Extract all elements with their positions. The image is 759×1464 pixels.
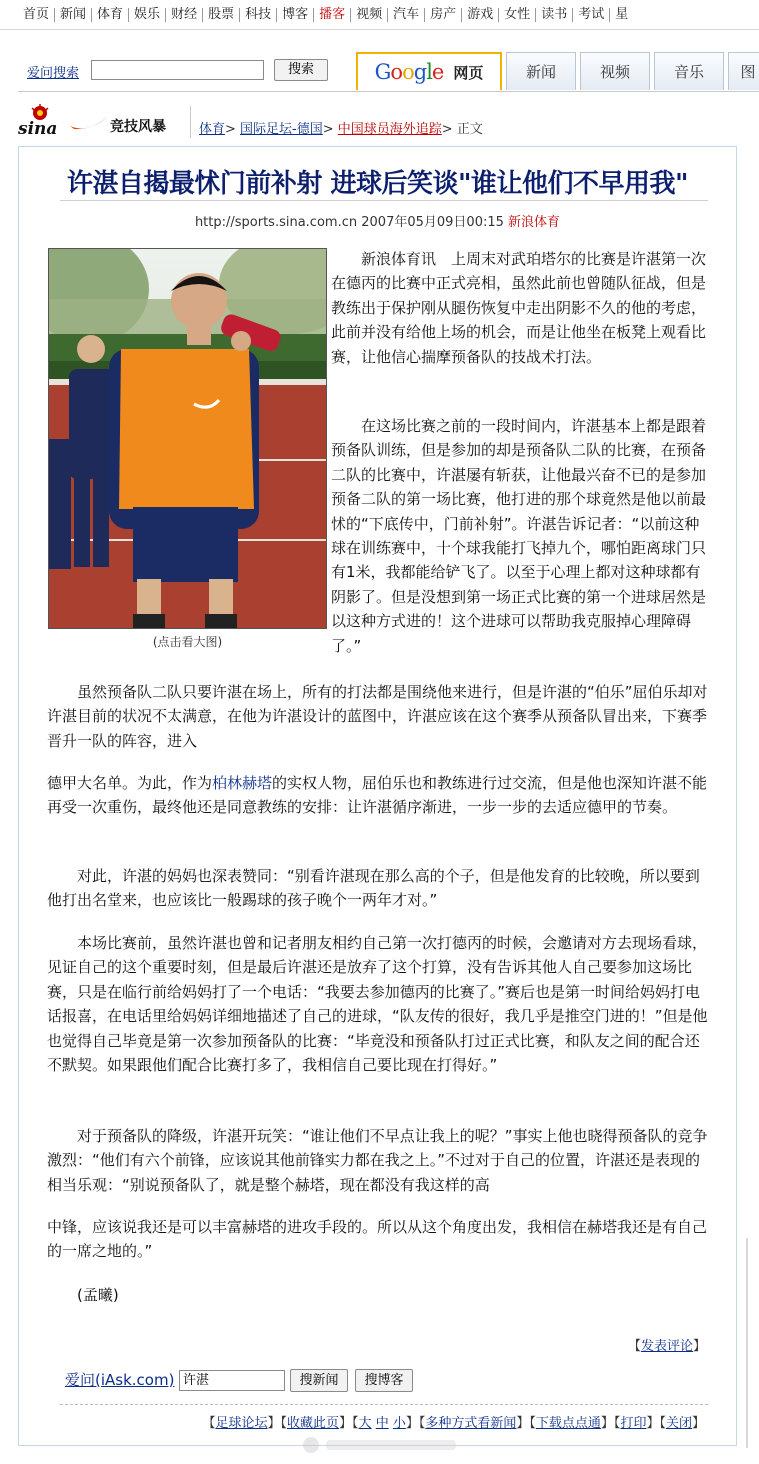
font-small-link[interactable]: 小 — [392, 1416, 406, 1431]
svg-text:sina: sina — [18, 119, 58, 138]
nav-news[interactable]: 新闻 — [55, 8, 92, 22]
paragraph-4 — [47, 771, 709, 820]
svg-text:竞技风暴: 竞技风暴 — [110, 119, 166, 135]
nav-finance[interactable]: 财经 — [166, 8, 203, 22]
paragraph-7: 对于预备队的降级，许湛开玩笑：“谁让他们不早点让我上的呢？”事实上他也晓得预备队的竞争激烈：“他们有六个前锋，应该说其他前锋实力都在我之上。”不过对于自己的位置，许湛还是表现的相当乐观：“别说预备队了，就是整个赫塔，现在都没有我这样的高 — [47, 1127, 708, 1194]
article-meta — [18, 211, 737, 230]
iask-input[interactable]: 许湛 — [179, 1370, 285, 1391]
football-forum-link[interactable]: 足球论坛 — [215, 1416, 268, 1431]
article-url: http://sports.sina.com.cn — [194, 215, 358, 230]
iask-search — [65, 1369, 715, 1395]
article-photo[interactable] — [48, 248, 327, 629]
nav-video[interactable]: 视频 — [351, 8, 388, 22]
nav-podcast[interactable]: 播客 — [314, 8, 351, 22]
article-title: 许湛自揭最怵门前补射 进球后笑谈"谁让他们不早用我" — [66, 169, 689, 199]
paragraph-8: 中锋，应该说我还是可以丰富赫塔的进攻手段的。所以从这个角度出发，我相信在赫塔我还是有自己的一席之地的。” — [47, 1218, 708, 1261]
nav-ent[interactable]: 娱乐 — [129, 8, 166, 22]
nav-stock[interactable]: 股票 — [203, 8, 240, 22]
breadcrumb-germany[interactable]: 国际足坛-德国 — [240, 122, 323, 137]
view-news-link[interactable]: 多种方式看新闻 — [425, 1416, 517, 1431]
post-comment-link[interactable]: 发表评论 — [641, 1339, 694, 1354]
tab-web-label: 网页 — [453, 63, 484, 82]
iask-search-link[interactable]: 爱问搜索 — [27, 66, 80, 81]
paragraph-4-a: 德甲大名单。为此，作为 — [47, 774, 213, 792]
player-photo — [49, 249, 327, 629]
nav-games[interactable]: 游戏 — [462, 8, 499, 22]
close-link[interactable]: 关闭 — [665, 1416, 692, 1431]
article-author: (孟曦) — [77, 1286, 119, 1304]
breadcrumb-sports[interactable]: 体育 — [199, 122, 226, 137]
paragraph-5: 对此，许湛的妈妈也深表赞同：“别看许湛现在那么高的个子，但是他发育的比较晚，所以要到他打出名堂来，也应该比一般踢球的孩子晚个一两年才对。” — [47, 867, 700, 910]
footer-links: 【足球论坛】【收藏此页】【大 中 小】【多种方式看新闻】【下载点点通】【打印】【关闭】 — [202, 1416, 705, 1431]
font-medium-link[interactable]: 中 — [375, 1416, 389, 1431]
tab-news[interactable]: 新闻 — [506, 52, 576, 90]
comment-link-group: 【发表评论】 — [628, 1339, 707, 1354]
paragraph-6: 本场比赛前，虽然许湛也曾和记者朋友相约自己第一次打德丙的时候，会邀请对方去现场看球，见证自己的这个重要时刻，但是最后许湛还是放弃了这个打算，没有告诉其他人自己要参加这场比赛，只是在临行前给妈妈打了一个电话：“我要去参加德丙的比赛了。”赛后也是第一时间给妈妈打电话报喜，在电话里给妈妈详细地描述了自己的进球，“队友传的很好，我几乎是推空门进的！”但是他也觉得自己毕竟是第一次参加预备队的比赛：“毕竟没和预备队打过正式比赛，和队友之间的配合还不默契。如果跟他们配合比赛打多了，我相信自己要比现在打得好。” — [47, 934, 708, 1075]
breadcrumb-current: 正文 — [456, 122, 483, 137]
font-large-link[interactable]: 大 — [358, 1416, 372, 1431]
hertha-link[interactable]: 柏林赫塔 — [212, 774, 273, 792]
iask-link[interactable]: 爱问(iAsk.com) — [65, 1371, 175, 1389]
nav-tech[interactable]: 科技 — [240, 8, 277, 22]
nav-women[interactable]: 女性 — [499, 8, 536, 22]
watermark-icon — [300, 1434, 470, 1456]
print-link[interactable]: 打印 — [620, 1416, 647, 1431]
paragraph-1: 新浪体育讯 上周末对武珀塔尔的比赛是许湛第一次在德丙的比赛中正式亮相，虽然此前也曾随队征战，但是教练出于保护刚从腿伤恢复中走出阴影不久的他的考虑，此前并没有给他上场的机会，而是让他坐在板凳上观看比赛，让他信心揣摩预备队的技战术打法。 — [331, 250, 707, 366]
breadcrumb: 体育> 国际足坛-德国> 中国球员海外追踪> 正文 — [199, 122, 483, 137]
nav-home[interactable]: 首页 — [18, 8, 55, 22]
search-bar — [0, 48, 759, 92]
nav-house[interactable]: 房产 — [425, 8, 462, 22]
search-news-button[interactable]: 搜新闻 — [290, 1369, 348, 1392]
download-link[interactable]: 下载点点通 — [535, 1416, 601, 1431]
article-source[interactable]: 新浪体育 — [508, 215, 561, 230]
breadcrumb-overseas[interactable]: 中国球员海外追踪 — [337, 122, 442, 137]
google-logo: Google — [374, 60, 444, 84]
nav-blog[interactable]: 博客 — [277, 8, 314, 22]
nav-exam[interactable]: 考试 — [573, 8, 610, 22]
paragraph-4-b: 的实权人物，屈伯乐也和教练进行过交流，但是他也深知许湛不能再受一次重伤，最终他还是同意教练的安排：让许湛循序渐进，一步一步的去适应德甲的节奏。 — [47, 774, 708, 817]
divider — [60, 200, 708, 201]
nav-star[interactable]: 星 — [615, 6, 629, 22]
tab-video[interactable]: 视频 — [580, 52, 650, 90]
search-button[interactable]: 搜索 — [274, 59, 328, 81]
article-date: 2007年05月09日00:15 — [361, 215, 504, 230]
nav-books[interactable]: 读书 — [536, 8, 573, 22]
scrollbar[interactable] — [746, 1238, 748, 1448]
bookmark-link[interactable]: 收藏此页 — [287, 1416, 340, 1431]
nav-auto[interactable]: 汽车 — [388, 8, 425, 22]
search-blog-button[interactable]: 搜博客 — [355, 1369, 413, 1392]
tab-google-web[interactable] — [356, 52, 502, 90]
search-tabs — [356, 52, 759, 90]
paragraph-3: 虽然预备队二队只要许湛在场上，所有的打法都是围绕他来进行，但是许湛的“伯乐”屈伯乐却对许湛目前的状况不太满意，在他为许湛设计的蓝图中，许湛应该在这个赛季从预备队冒出来，下赛季晋升一队的阵容，进入 — [47, 683, 708, 750]
tab-music[interactable]: 音乐 — [654, 52, 724, 90]
nav-sports[interactable]: 体育 — [92, 8, 129, 22]
photo-caption[interactable]: (点击看大图) — [152, 635, 223, 649]
divider — [18, 91, 759, 92]
channel-header — [0, 96, 759, 146]
search-input[interactable] — [91, 60, 264, 80]
top-nav — [0, 0, 759, 30]
paragraph-2: 在这场比赛之前的一段时间内，许湛基本上都是跟着预备队训练，但是参加的却是预备队二队的比赛，在预备二队的比赛中，许湛屡有斩获，让他最兴奋不已的是参加预备二队的第一场比赛，他打进的那个球竟然是他以前最怵的“下底传中，门前补射”。许湛告诉记者：“以前这种球在训练赛中，十个球我能打飞掉九个，哪怕距离球门只有1米，我都能给铲飞了。以至于心理上都对这种球都有阴影了。但是没想到第一场正式比赛的第一个进球居然是以这种方式进的！这个进球可以帮助我克服掉心理障碍了。” — [331, 417, 707, 655]
tab-image[interactable]: 图 — [728, 52, 759, 90]
divider — [190, 106, 191, 138]
sina-sports-logo[interactable] — [18, 104, 188, 138]
divider — [60, 1404, 708, 1405]
